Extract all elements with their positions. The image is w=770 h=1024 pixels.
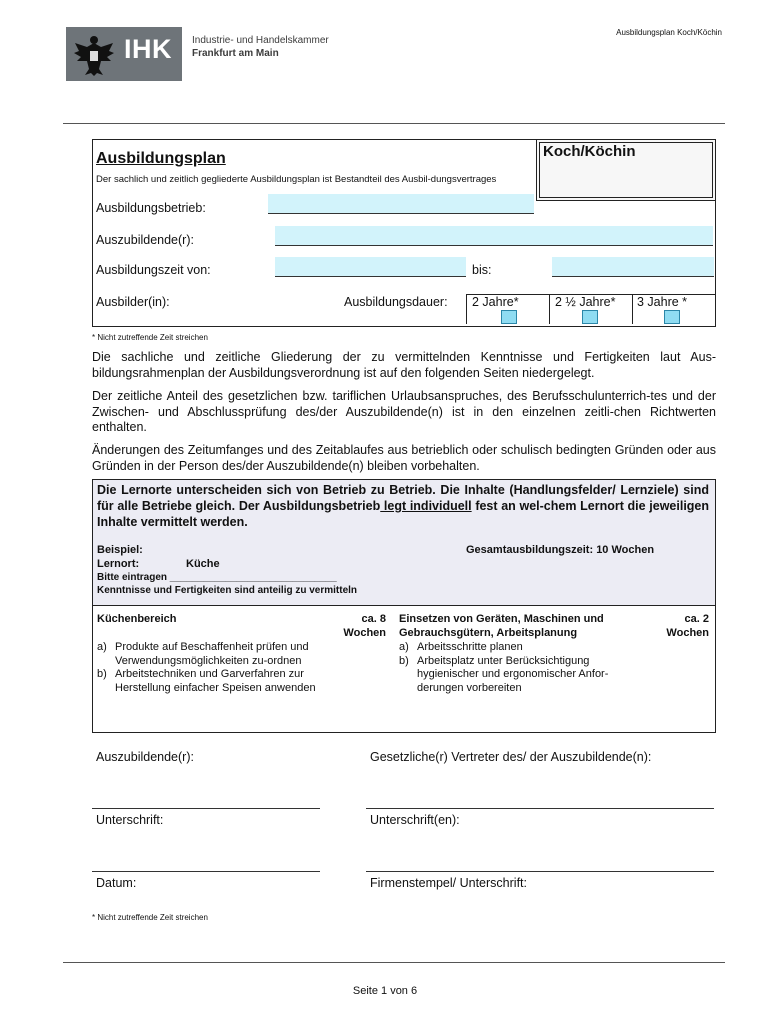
dauer-checkbox-3[interactable]: [664, 310, 680, 324]
page-title: Ausbildungsplan: [96, 150, 226, 167]
stempel-label: Firmenstempel/ Unterschrift:: [370, 876, 527, 890]
right-list: [399, 641, 649, 695]
sig-line[interactable]: [92, 808, 320, 809]
dauer-option-2-5: 2 ½ Jahre*: [555, 295, 616, 309]
left-duration: ca. 8 Wochen: [343, 613, 386, 639]
unterschriften-label: Unterschrift(en):: [370, 813, 460, 827]
left-list: [97, 641, 329, 695]
right-duration: ca. 2 Wochen: [666, 613, 709, 639]
datum-label: Datum:: [96, 876, 137, 890]
sig-line[interactable]: [366, 808, 714, 809]
kenntnisse-note: Kenntnisse und Fertigkeiten sind anteilig zu vermitteln: [97, 585, 358, 596]
gesamtzeit: Gesamtausbildungszeit: 10 Wochen: [466, 544, 655, 556]
profession-title: Koch/Köchin: [543, 143, 636, 160]
right-heading: Einsetzen von Geräten, Maschinen und Gebrauchsgütern, Arbeitsplanung: [399, 613, 604, 639]
eagle-icon: [71, 31, 117, 77]
azubi-label: Auszubildende(r):: [96, 233, 194, 247]
paragraph-3: Änderungen des Zeitumfanges und des Zeitablaufes aus betrieblich oder schulisch bedingten Gründen oder aus Gründen in der Person des/der Auszubildende(n) bleiben vorbehalten.: [92, 443, 716, 473]
dauer-checkbox-2-5[interactable]: [582, 310, 598, 324]
list-item: b) Arbeitsplatz unter Berücksichtigung hygienischer und ergonomischer Anfor-derungen vorbereiten: [399, 654, 609, 694]
paragraph-2: Der zeitliche Anteil des gesetzlichen bzw. tariflichen Urlaubsanspruches, des Berufsschulunterrich-tes und der Zwischen- und Abschlussprüfung des/der Auszubildende(n) ist in den einzelnen zeitli-chen Richtwerten enthalten.: [92, 389, 716, 434]
sig-line[interactable]: [366, 871, 714, 872]
page-number: Seite 1 von 6: [352, 985, 418, 997]
betrieb-input[interactable]: [268, 194, 534, 214]
zeit-von-label: Ausbildungszeit von:: [96, 263, 211, 277]
list-item: a) Arbeitsschritte planen: [399, 641, 523, 653]
form-footnote: * Nicht zutreffende Zeit streichen: [92, 333, 208, 342]
lernort-value: Küche: [186, 558, 220, 570]
org-line-2: Frankfurt am Main: [192, 48, 279, 59]
betrieb-label: Ausbildungsbetrieb:: [96, 201, 206, 215]
list-item: b) Arbeitstechniken und Garverfahren zur Herstellung einfacher Speisen anwenden: [97, 668, 316, 694]
document-label: Ausbildungsplan Koch/Köchin: [616, 28, 722, 37]
zeit-bis-input[interactable]: [552, 257, 714, 277]
ausbilder-label: Ausbilder(in):: [96, 295, 170, 309]
sig-azubi-label: Auszubildende(r):: [96, 750, 194, 764]
lernorte-intro: Die Lernorte unterscheiden sich von Betrieb zu Betrieb. Die Inhalte (Handlungsfelder/ Lernziele) sind für alle Betriebe gleich. Der Ausbildungsbetrieb legt individuell fest an wel-chem Lernort die jeweiligen Inhalte vermittelt werden.: [97, 483, 710, 529]
organization-name: [192, 34, 329, 60]
bis-label: bis:: [472, 263, 492, 277]
beispiel-label: Beispiel:: [97, 544, 143, 556]
paragraph-1: Die sachliche und zeitliche Gliederung der zu vermittelnden Kenntnisse und Fertigkeiten laut Aus-bildungsrahmenplan der Ausbildungsverordnung ist auf den folgenden Seiten niedergelegt.: [92, 350, 716, 380]
dauer-option-2: 2 Jahre*: [472, 295, 519, 309]
org-line-1: Industrie- und Handelskammer: [192, 35, 329, 46]
footer-divider: [63, 962, 725, 963]
logo-text: IHK: [124, 34, 172, 64]
sig-footnote: * Nicht zutreffende Zeit streichen: [92, 913, 208, 922]
lernort-label: Lernort:: [97, 558, 140, 570]
left-heading: Küchenbereich: [97, 613, 177, 625]
azubi-input[interactable]: [275, 226, 713, 246]
header-divider: [63, 123, 725, 124]
intro-text: Der sachlich und zeitlich gegliederte Ausbildungsplan ist Bestandteil des Ausbil-dungsvertrages: [96, 174, 497, 185]
unterschrift-label: Unterschrift:: [96, 813, 164, 827]
profession-box: [536, 139, 716, 201]
dauer-option-3: 3 Jahre *: [637, 295, 688, 309]
sig-line[interactable]: [92, 871, 320, 872]
dauer-checkbox-2[interactable]: [501, 310, 517, 324]
ihk-logo: [66, 27, 182, 81]
sig-vertreter-label: Gesetzliche(r) Vertreter des/ der Auszubildende(n):: [370, 750, 652, 764]
bitte-eintragen: Bitte eintragen ______________________________: [97, 572, 337, 583]
list-item: a) Produkte auf Beschaffenheit prüfen und Verwendungsmöglichkeiten zu-ordnen: [97, 641, 309, 667]
dauer-label: Ausbildungsdauer:: [344, 295, 448, 309]
zeit-von-input[interactable]: [275, 257, 466, 277]
